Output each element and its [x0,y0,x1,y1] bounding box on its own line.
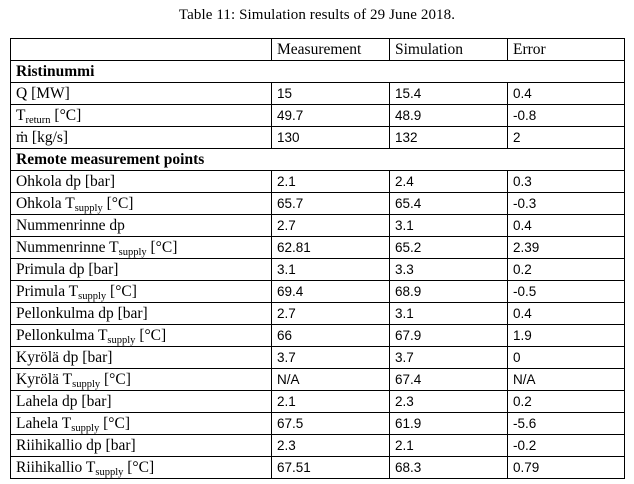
table-header-row [11,39,625,61]
row-label: Kyrölä dp [bar] [11,347,272,369]
error-cell: 0.79 [508,457,625,479]
row-label-unit: [°C] [50,106,82,124]
header-cell-measurement: Measurement [272,39,390,61]
row-label-text: Pellonkulma T [16,326,108,344]
row-label-subscript: supply [107,334,136,346]
table-row [11,325,625,347]
row-label-text: Riihikallio T [16,458,96,476]
table-row [11,83,625,105]
table-row [11,303,625,325]
table-row [11,237,625,259]
table-row [11,435,625,457]
table-row [11,193,625,215]
row-label-subscript: supply [95,466,124,478]
row-label: Pellonkulma dp [bar] [11,303,272,325]
measurement-cell: 66 [272,325,390,347]
row-label [11,457,272,479]
simulation-cell: 3.1 [390,303,508,325]
simulation-cell: 2.1 [390,435,508,457]
section-row [11,149,625,171]
measurement-cell: 15 [272,83,390,105]
simulation-cell: 61.9 [390,413,508,435]
row-label-unit: [°C] [123,458,155,476]
simulation-cell: 2.3 [390,391,508,413]
simulation-cell: 3.1 [390,215,508,237]
header-cell-error: Error [508,39,625,61]
table-row [11,105,625,127]
error-cell: 0 [508,347,625,369]
error-cell: 0.3 [508,171,625,193]
error-cell: 2 [508,127,625,149]
row-label [11,413,272,435]
error-cell: -5.6 [508,413,625,435]
table-caption: Table 11: Simulation results of 29 June 2018. [178,7,456,23]
table-row [11,281,625,303]
row-label-unit: [°C] [106,282,137,300]
header-cell-simulation: Simulation [390,39,508,61]
results-table-body [11,39,625,479]
measurement-cell: 2.7 [272,303,390,325]
measurement-cell: 3.1 [272,259,390,281]
measurement-cell: 2.3 [272,435,390,457]
simulation-cell: 65.2 [390,237,508,259]
measurement-cell: 65.7 [272,193,390,215]
simulation-cell: 2.4 [390,171,508,193]
error-cell: N/A [508,369,625,391]
table-row [11,127,625,149]
row-label-subscript: supply [71,422,100,434]
row-label [11,237,272,259]
error-cell: -0.3 [508,193,625,215]
error-cell: 0.4 [508,215,625,237]
row-label: Nummenrinne dp [11,215,272,237]
row-label-subscript: supply [118,246,147,258]
row-label-text: Primula T [16,282,79,300]
row-label-subscript: supply [72,378,101,390]
error-cell: 2.39 [508,237,625,259]
measurement-cell: 3.7 [272,347,390,369]
simulation-cell: 67.9 [390,325,508,347]
row-label: Riihikallio dp [bar] [11,435,272,457]
row-label-text: Lahela T [16,414,72,432]
row-label-subscript: supply [78,290,107,302]
simulation-cell: 68.9 [390,281,508,303]
row-label [11,281,272,303]
table-row [11,391,625,413]
row-label: Lahela dp [bar] [11,391,272,413]
measurement-cell: 2.1 [272,171,390,193]
measurement-cell: N/A [272,369,390,391]
measurement-cell: 67.5 [272,413,390,435]
section-title: Ristinummi [11,61,625,83]
error-cell: 0.2 [508,391,625,413]
error-cell: -0.8 [508,105,625,127]
header-cell-label [11,39,272,61]
measurement-cell: 69.4 [272,281,390,303]
simulation-cell: 15.4 [390,83,508,105]
row-label-unit: [°C] [135,326,167,344]
measurement-cell: 49.7 [272,105,390,127]
row-label: Q [MW] [11,83,272,105]
results-table [10,38,625,479]
row-label-unit: [°C] [99,414,130,432]
table-row [11,347,625,369]
row-label-text: Kyrölä T [16,370,73,388]
simulation-cell: 132 [390,127,508,149]
table-row [11,215,625,237]
table-row [11,413,625,435]
simulation-cell: 67.4 [390,369,508,391]
simulation-cell: 3.7 [390,347,508,369]
row-label: Primula dp [bar] [11,259,272,281]
simulation-cell: 3.3 [390,259,508,281]
measurement-cell: 62.81 [272,237,390,259]
error-cell: 0.2 [508,259,625,281]
section-title: Remote measurement points [11,149,625,171]
row-label [11,369,272,391]
row-label-unit: [°C] [146,238,178,256]
section-row [11,61,625,83]
table-row [11,369,625,391]
error-cell: -0.2 [508,435,625,457]
row-label-text: T [16,106,26,124]
table-row [11,457,625,479]
simulation-cell: 65.4 [390,193,508,215]
error-cell: 0.4 [508,303,625,325]
row-label-subscript: return [25,114,51,126]
row-label-text: Nummenrinne T [16,238,119,256]
error-cell: 1.9 [508,325,625,347]
row-label-subscript: supply [74,202,103,214]
table-row [11,259,625,281]
measurement-cell: 130 [272,127,390,149]
row-label-unit: [°C] [102,194,134,212]
row-label [11,193,272,215]
row-label [11,105,272,127]
table-row [11,171,625,193]
simulation-cell: 68.3 [390,457,508,479]
measurement-cell: 67.51 [272,457,390,479]
row-label: Ohkola dp [bar] [11,171,272,193]
measurement-cell: 2.7 [272,215,390,237]
row-label: ṁ [kg/s] [11,127,272,149]
simulation-cell: 48.9 [390,105,508,127]
row-label-text: Ohkola T [16,194,75,212]
row-label [11,325,272,347]
error-cell: -0.5 [508,281,625,303]
measurement-cell: 2.1 [272,391,390,413]
error-cell: 0.4 [508,83,625,105]
row-label-unit: [°C] [100,370,131,388]
